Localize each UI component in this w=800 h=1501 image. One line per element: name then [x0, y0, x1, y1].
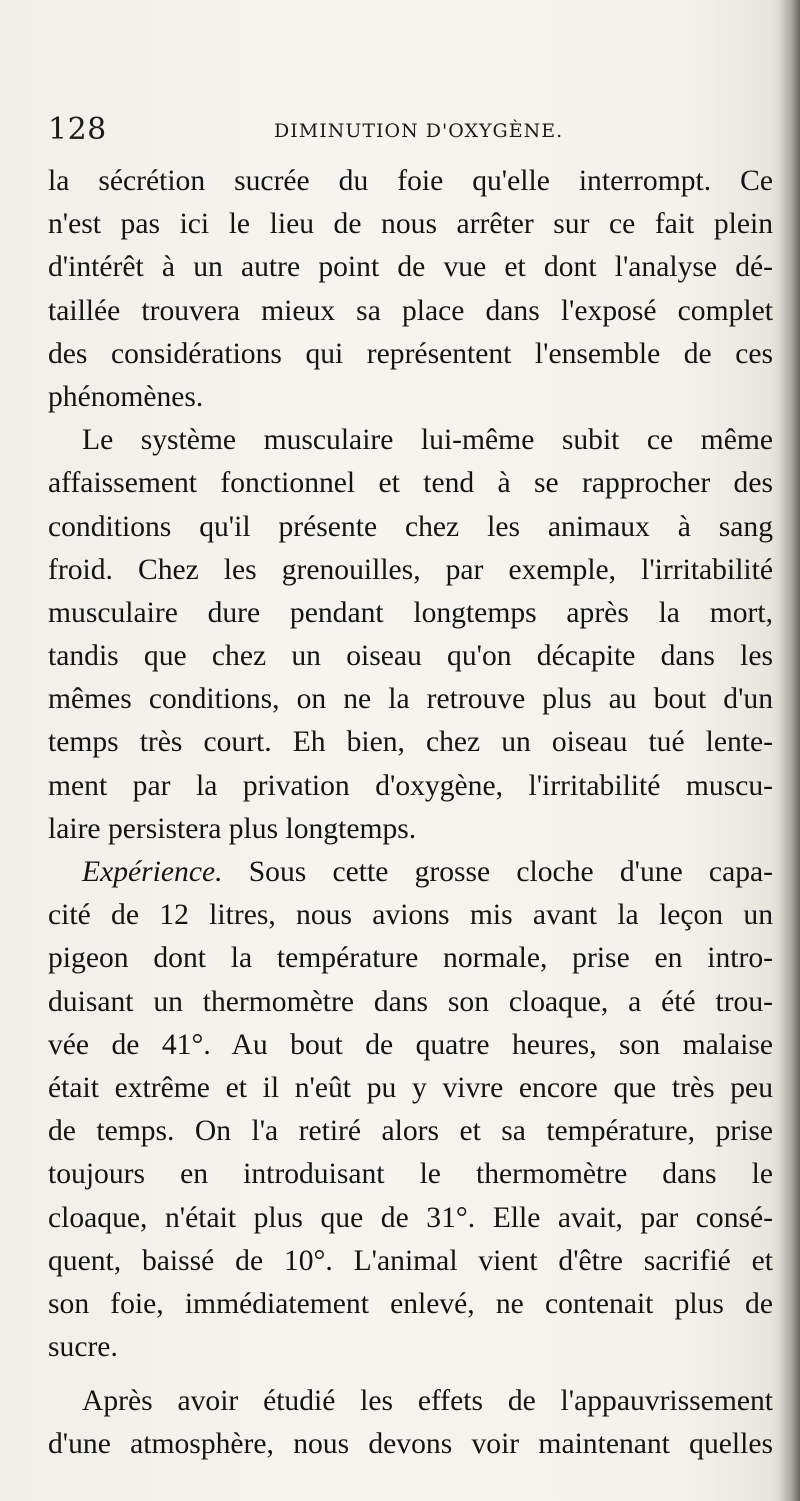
text-line: cloaque, n'était plus que de 31°. Elle avait, par consé- [48, 1201, 773, 1234]
text-line: ment par la privation d'oxygène, l'irritabilité muscu- [48, 769, 773, 802]
text-line: de temps. On l'a retiré alors et sa température, prise [48, 1115, 773, 1148]
text-line: taillée trouvera mieux sa place dans l'exposé complet [48, 294, 773, 327]
text-line: n'est pas ici le lieu de nous arrêter sur ce fait plein [48, 208, 773, 241]
page-header [48, 112, 760, 152]
text-line: froid. Chez les grenouilles, par exemple, l'irritabilité [48, 553, 773, 586]
running-head: DIMINUTION D'OXYGÈNE. [274, 120, 564, 142]
text-line: toujours en introduisant le thermomètre dans le [48, 1158, 773, 1191]
text-line [48, 851, 773, 894]
text-line: Le système musculaire lui-même subit ce même [82, 424, 773, 457]
text-line: conditions qu'il présente chez les animaux à sang [48, 510, 773, 543]
text-line: affaissement fonctionnel et tend à se rapprocher des [48, 467, 773, 500]
text-line: la sécrétion sucrée du foie qu'elle interrompt. Ce [48, 165, 773, 197]
text-line: laire persistera plus longtemps. [48, 812, 417, 845]
text-line: vée de 41°. Au bout de quatre heures, son malaise [48, 1028, 773, 1061]
text-line: d'intérêt à un autre point de vue et dont l'analyse dé- [48, 251, 773, 284]
paragraph-gap [48, 1369, 773, 1380]
text-line: Après avoir étudié les effets de l'appauvrissement [82, 1385, 773, 1418]
body-text [48, 160, 773, 1467]
text-line: phénomènes. [48, 380, 204, 413]
text-line: sucre. [48, 1331, 118, 1364]
page-number: 128 [48, 112, 107, 147]
text-line: temps très court. Eh bien, chez un oiseau tué lente- [48, 726, 773, 759]
text-line: duisant un thermomètre dans son cloaque, a été trou- [48, 985, 773, 1018]
text-line: d'une atmosphère, nous devons voir maintenant quelles [48, 1428, 773, 1461]
text-line: des considérations qui représentent l'ensemble de ces [48, 337, 773, 370]
text-line: quent, baissé de 10°. L'animal vient d'être sacrifié et [48, 1244, 773, 1277]
text-line: cité de 12 litres, nous avions mis avant la leçon un [48, 899, 773, 932]
experience-heading: Expérience. [82, 856, 223, 888]
text-line: était extrême et il n'eût pu y vivre encore que très peu [48, 1071, 773, 1104]
page-edge-shadow [778, 0, 800, 1501]
text-line: mêmes conditions, on ne la retrouve plus au bout d'un [48, 683, 773, 716]
text-line: musculaire dure pendant longtemps après la mort, [48, 596, 773, 629]
text-line: pigeon dont la température normale, prise en intro- [48, 942, 773, 975]
experience-text: Sous cette grosse cloche d'une capa- [222, 856, 773, 888]
text-line: son foie, immédiatement enlevé, ne contenait plus de [48, 1287, 773, 1320]
text-line: tandis que chez un oiseau qu'on décapite dans les [48, 640, 773, 673]
